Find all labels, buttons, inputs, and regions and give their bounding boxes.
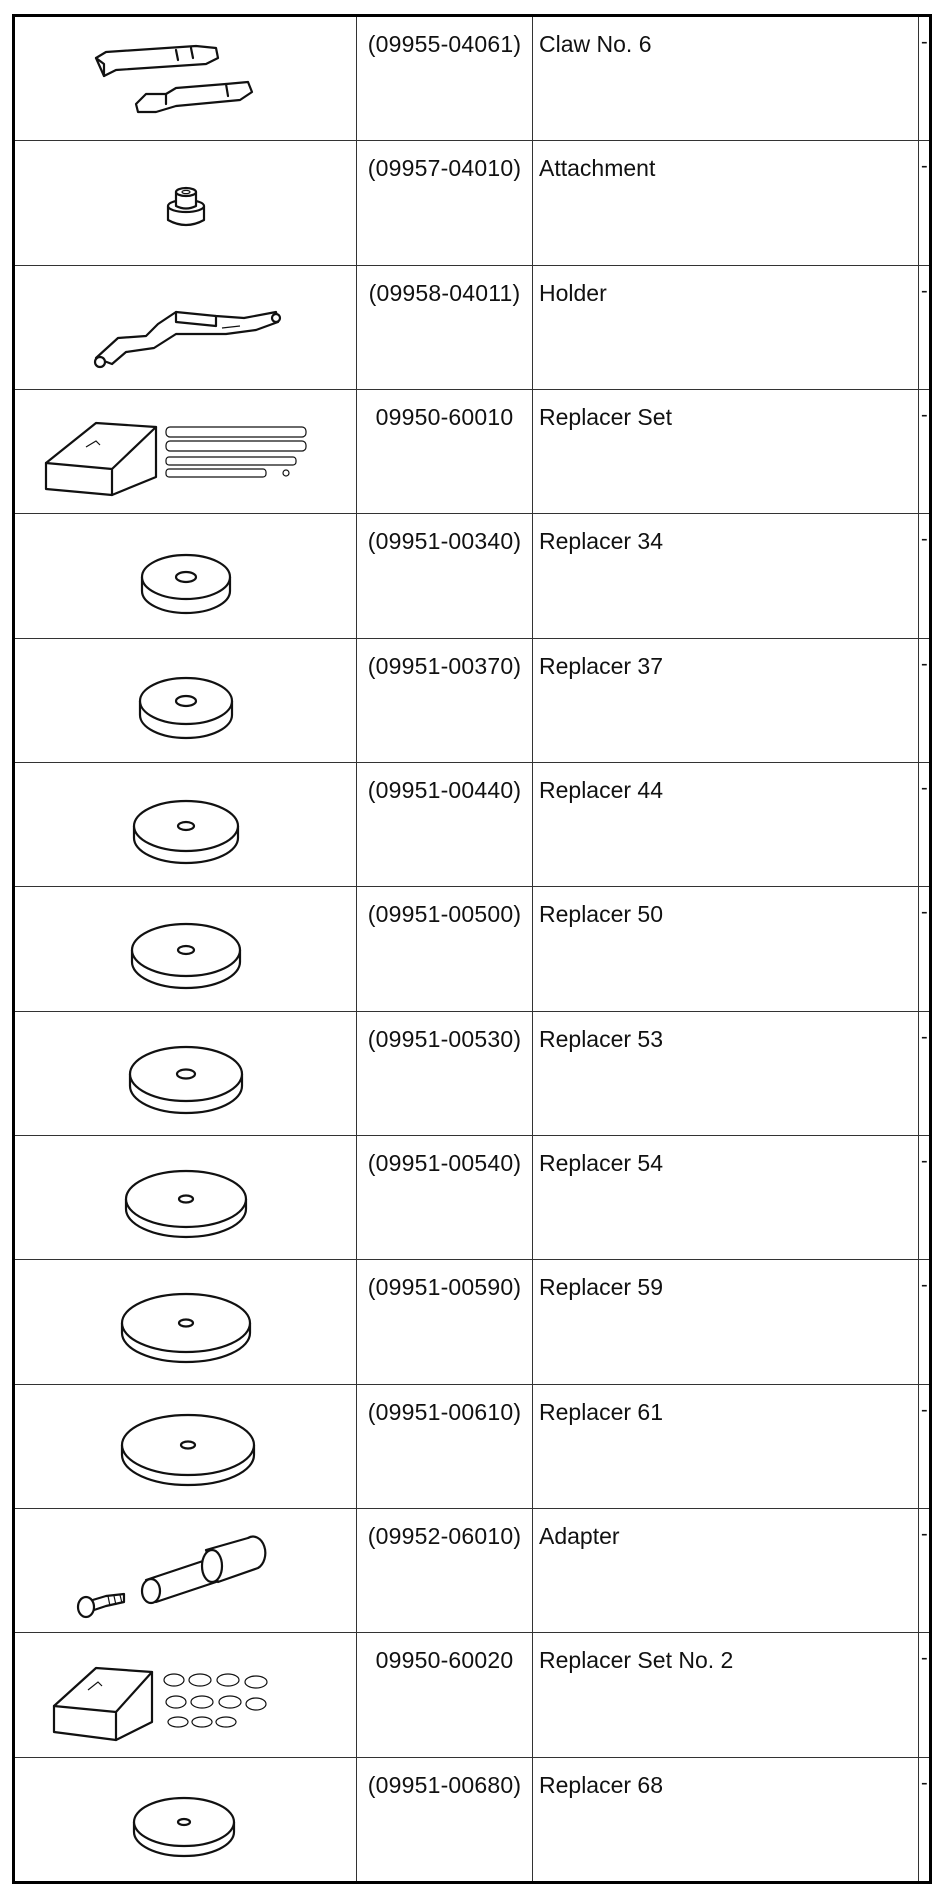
table-row — [15, 17, 929, 141]
tool-name: Replacer 53 — [533, 1012, 919, 1135]
part-number: (09951-00500) — [357, 887, 533, 1010]
part-number: (09951-00440) — [357, 763, 533, 886]
tool-name: Replacer 44 — [533, 763, 919, 886]
row-marker: - — [921, 1398, 928, 1421]
claw-icon — [26, 24, 346, 134]
table-row — [15, 1012, 929, 1136]
part-number: (09951-00680) — [357, 1758, 533, 1881]
part-number: (09951-00370) — [357, 639, 533, 762]
table-row — [15, 1758, 929, 1881]
tool-name: Replacer 61 — [533, 1385, 919, 1508]
table-row — [15, 1633, 929, 1757]
tool-name: Claw No. 6 — [533, 17, 919, 140]
table-row — [15, 1260, 929, 1384]
row-marker: - — [921, 528, 928, 551]
replacer-disc-icon — [26, 1391, 346, 1501]
tool-name: Replacer Set — [533, 390, 919, 513]
row-marker: - — [921, 901, 928, 924]
table-row — [15, 514, 929, 638]
table-row — [15, 1136, 929, 1260]
holder-icon — [26, 272, 346, 382]
part-number: 09950-60020 — [357, 1633, 533, 1756]
replacer-set-icon — [26, 397, 346, 507]
tool-name: Replacer Set No. 2 — [533, 1633, 919, 1756]
tool-name: Replacer 37 — [533, 639, 919, 762]
row-marker: - — [921, 31, 928, 53]
row-marker: - — [921, 1771, 928, 1794]
table-row — [15, 887, 929, 1011]
table-row — [15, 390, 929, 514]
table-row — [15, 266, 929, 390]
replacer-disc-icon — [26, 894, 346, 1004]
part-number: (09957-04010) — [357, 141, 533, 264]
table-row — [15, 639, 929, 763]
adapter-icon — [26, 1516, 346, 1626]
part-number: (09951-00610) — [357, 1385, 533, 1508]
row-marker: - — [921, 1149, 928, 1172]
table-row — [15, 763, 929, 887]
part-number: (09951-00530) — [357, 1012, 533, 1135]
tool-name: Replacer 54 — [533, 1136, 919, 1259]
part-number: (09955-04061) — [357, 17, 533, 140]
tool-name: Adapter — [533, 1509, 919, 1632]
row-marker: - — [921, 279, 928, 302]
attachment-icon — [26, 148, 346, 258]
replacer-disc-icon — [26, 1018, 346, 1128]
tool-name: Replacer 34 — [533, 514, 919, 637]
tool-name: Holder — [533, 266, 919, 389]
tool-name: Attachment — [533, 141, 919, 264]
replacer-set-2-icon — [26, 1640, 346, 1750]
row-marker: - — [921, 1647, 928, 1670]
replacer-disc-icon — [26, 645, 346, 755]
table-row — [15, 141, 929, 265]
special-tools-table — [12, 14, 932, 1884]
replacer-disc-icon — [26, 770, 346, 880]
row-marker: - — [921, 652, 928, 675]
part-number: 09950-60010 — [357, 390, 533, 513]
tool-name: Replacer 68 — [533, 1758, 919, 1881]
row-marker: - — [921, 403, 928, 426]
part-number: (09958-04011) — [357, 266, 533, 389]
part-number: (09951-00540) — [357, 1136, 533, 1259]
replacer-disc-icon — [26, 1764, 346, 1874]
tool-name: Replacer 59 — [533, 1260, 919, 1383]
table-row — [15, 1509, 929, 1633]
row-marker: - — [921, 1522, 928, 1545]
replacer-disc-icon — [26, 521, 346, 631]
replacer-disc-icon — [26, 1267, 346, 1377]
part-number: (09951-00340) — [357, 514, 533, 637]
tool-name: Replacer 50 — [533, 887, 919, 1010]
table-row — [15, 1385, 929, 1509]
row-marker: - — [921, 155, 928, 178]
row-marker: - — [921, 1274, 928, 1297]
row-marker: - — [921, 1025, 928, 1048]
part-number: (09951-00590) — [357, 1260, 533, 1383]
row-marker: - — [921, 776, 928, 799]
part-number: (09952-06010) — [357, 1509, 533, 1632]
replacer-disc-icon — [26, 1143, 346, 1253]
